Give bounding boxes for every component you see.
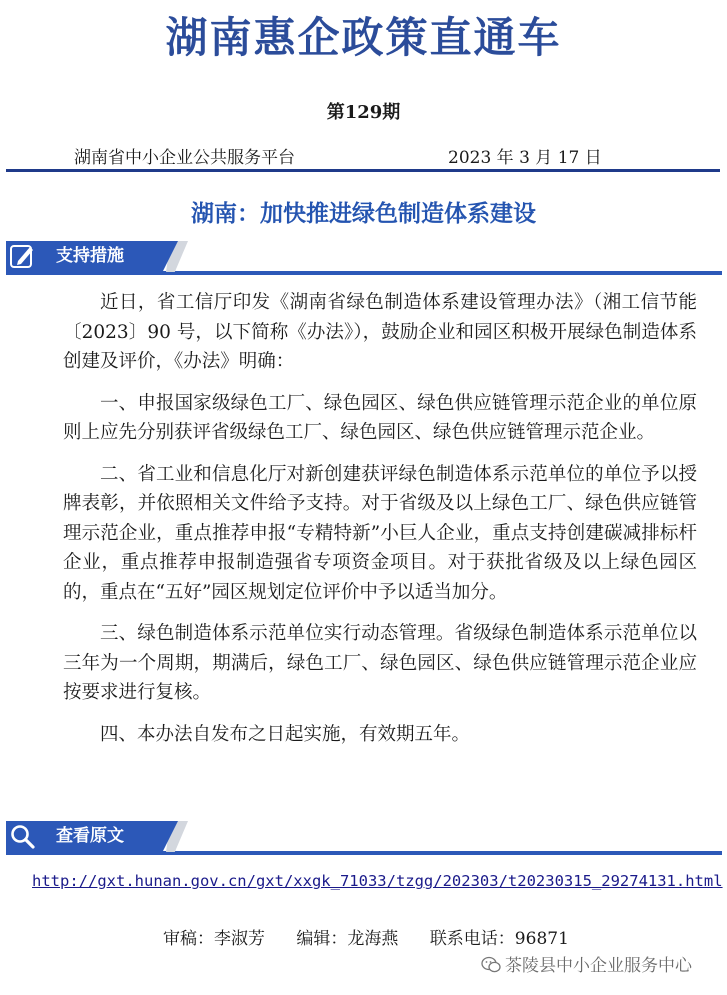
section-header-source: [6, 821, 722, 855]
issue-number: 第129期: [326, 102, 401, 123]
paragraph-item-4: 四、本办法自发布之日起实施，有效期五年。: [100, 723, 471, 745]
section-header-support: [6, 241, 722, 275]
reviewer-credit: 审稿：李淑芳: [163, 929, 265, 949]
contact-phone: 联系电话：96871: [429, 929, 569, 949]
paragraph-intro: 近日，省工信厅印发《湖南省绿色制造体系建设管理办法》（湘工信节能〔2023〕90 号，以下简称《办法》），鼓励企业和园区积极开展绿色制造体系创建及评价，《办法》明确：: [63, 292, 697, 372]
section-label-source: 查看原文: [56, 826, 124, 846]
source-link[interactable]: http://gxt.hunan.gov.cn/gxt/xxgk_71033/tzgg/202303/t20230315_29274131.html: [32, 872, 723, 890]
search-icon: [9, 823, 36, 850]
editor-credit: 编辑：龙海燕: [296, 929, 399, 949]
masthead-title: 湖南惠企政策直通车: [165, 13, 562, 62]
header-divider: [6, 169, 720, 172]
paragraph-item-2: 二、省工业和信息化厅对新创建获评绿色制造体系示范单位的单位予以授牌表彰，并依照相关文件给予支持。对于省级及以上绿色工厂、绿色供应链管理示范企业，重点推荐申报“专精特新”小巨人企业，重点支持创建碳减排标杆企业，重点推荐申报制造强省专项资金项目。对于获批省级及以上绿色园区的，重点在“五好”园区规划定位评价中予以适当加分。: [63, 463, 697, 603]
paragraph-item-3: 三、绿色制造体系示范单位实行动态管理。省级绿色制造体系示范单位以三年为一个周期，期满后，绿色工厂、绿色园区、绿色供应链管理示范企业应按要求进行复核。: [63, 623, 697, 703]
wechat-watermark: [481, 954, 692, 978]
paragraph-item-1: 一、申报国家级绿色工厂、绿色园区、绿色供应链管理示范企业的单位原则上应先分别获评省级绿色工厂、绿色园区、绿色供应链管理示范企业。: [63, 392, 697, 443]
edit-icon: [9, 243, 36, 270]
section-label-support: 支持措施: [56, 246, 124, 266]
article-headline: 湖南：加快推进绿色制造体系建设: [191, 201, 536, 227]
publisher-row: [0, 143, 727, 167]
watermark-text: 茶陵县中小企业服务中心: [505, 956, 692, 976]
publisher-name: 湖南省中小企业公共服务平台: [74, 148, 295, 168]
wechat-icon: [481, 956, 501, 974]
footer-credits: [163, 927, 595, 951]
article-body: [63, 288, 697, 761]
publish-date: 2023 年 3 月 17 日: [448, 148, 602, 168]
